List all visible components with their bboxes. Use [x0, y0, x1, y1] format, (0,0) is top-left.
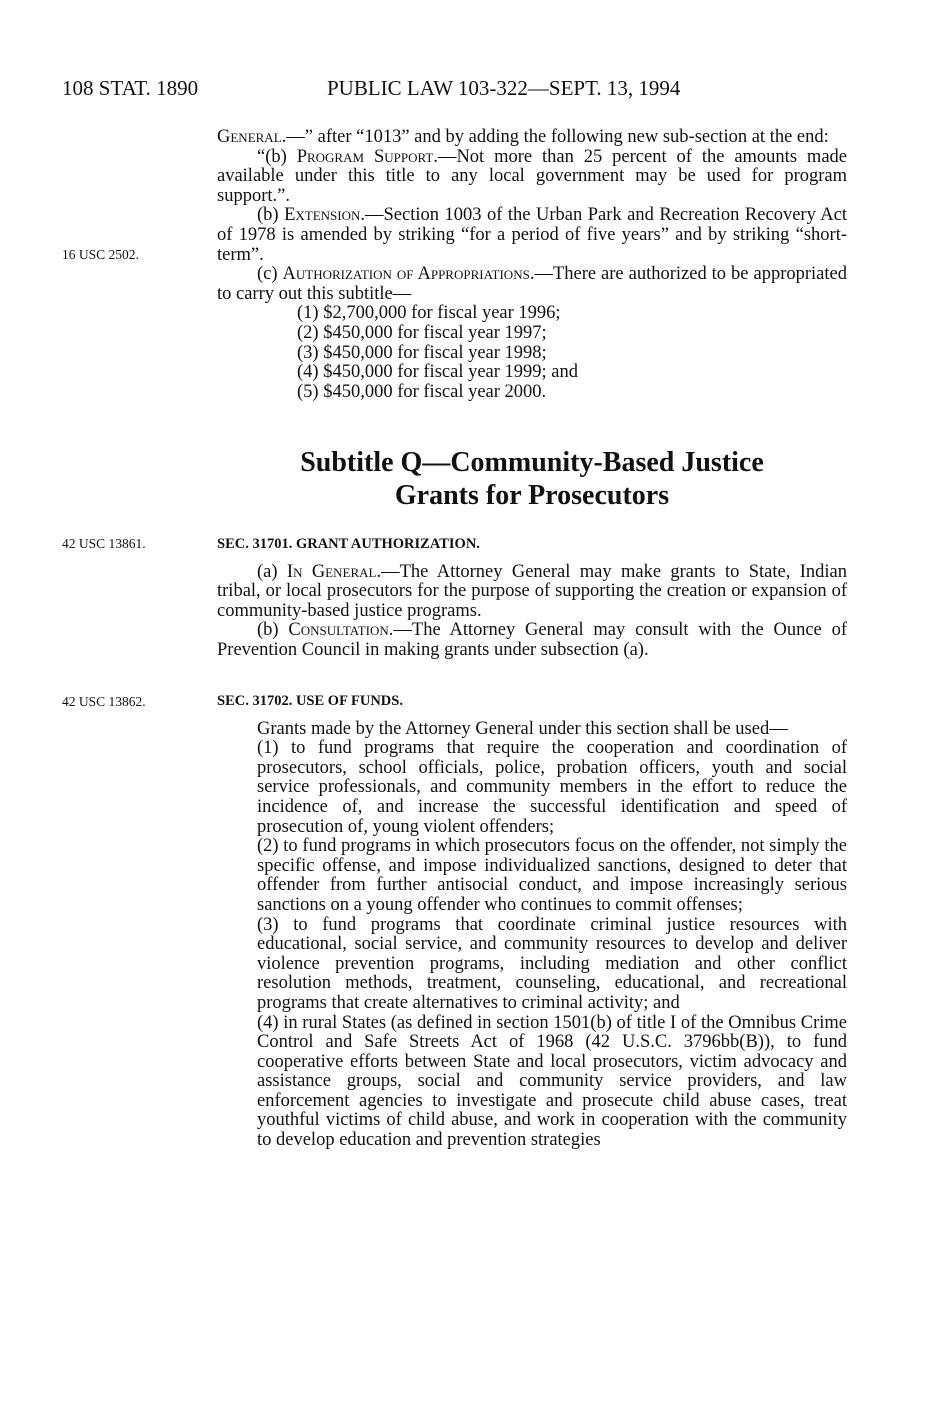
in-general-paragraph: (a) In General.—The Attorney General may make grants to State, Indian tribal, or local prosecutors for the purpose of supporting the creation or expansion of community-based justice programs.: [217, 561, 847, 621]
list-item: (4) $450,000 for fiscal year 1999; and: [297, 362, 579, 383]
list-item: (3) $450,000 for fiscal year 1998;: [297, 342, 547, 363]
subtitle-heading: Subtitle Q—Community-Based Justice Grants for Prosecutors: [300, 447, 764, 511]
public-law-citation: PUBLIC LAW 103-322—SEPT. 13, 1994: [327, 76, 681, 100]
margin-note: 42 USC 13861.: [62, 536, 146, 551]
extension-paragraph: (b) Extension.—Section 1003 of the Urban Park and Recreation Recovery Act of 1978 is amended by striking “for a period of five years” and by striking “short-term”.: [217, 205, 847, 265]
section-heading: SEC. 31702. USE OF FUNDS.: [217, 693, 403, 709]
section-heading: SEC. 31701. GRANT AUTHORIZATION.: [217, 536, 480, 552]
authorization-paragraph: (c) Authorization of Appropriations.—There are authorized to be appropriated to carry out this subtitle—: [217, 264, 847, 304]
stat-citation: 108 STAT. 1890: [62, 76, 199, 100]
funds-item: (1) to fund programs that require the cooperation and coordination of prosecutors, school officials, police, probation officers, youth and social service professionals, and community members in the effort to reduce the incidence of, and increase the successful identification and speed of prosecution of, young violent offenders;: [257, 738, 847, 837]
continuation-line: General.—” after “1013” and by adding the following new sub-section at the end:: [217, 127, 829, 147]
section-31702: [217, 692, 847, 1151]
list-item: (2) $450,000 for fiscal year 1997;: [297, 322, 547, 343]
funds-item: (3) to fund programs that coordinate criminal justice resources with educational, social service, and community resources to develop and deliver violence prevention programs, including mediation and other conflict resolution methods, treatment, counseling, educational, and recreational programs that create alternatives to criminal activity; and: [257, 914, 847, 1013]
consultation-paragraph: (b) Consultation.—The Attorney General may consult with the Ounce of Prevention Council in making grants under subsection (a).: [217, 620, 847, 660]
program-support-paragraph: “(b) Program Support.—Not more than 25 percent of the amounts made available under this title to any local government may be used for program support.”.: [217, 146, 847, 206]
list-item: (1) $2,700,000 for fiscal year 1996;: [297, 303, 561, 324]
appropriations-list: [217, 304, 847, 402]
section-31701: [217, 535, 847, 661]
funds-item: (2) to fund programs in which prosecutors focus on the offender, not simply the specific offense, and impose individualized sanctions, designed to deter that offender from further antisocial conduct, and impose increasingly serious sanctions on a young offender who continues to commit offenses;: [257, 836, 847, 915]
list-item: (5) $450,000 for fiscal year 2000.: [297, 381, 547, 402]
margin-note: 16 USC 2502.: [62, 247, 139, 262]
continuation-block: [217, 128, 847, 402]
funds-item: (4) in rural States (as defined in section 1501(b) of title I of the Omnibus Crime Control and Safe Streets Act of 1968 (42 U.S.C. 3796bb(B)), to fund cooperative efforts between State and local prosecutors, victim advocacy and assistance groups, social and community service providers, and law enforcement agencies to investigate and prosecute child abuse cases, treat youthful victims of child abuse, and work in cooperation with the community to develop education and prevention strategies: [257, 1012, 847, 1151]
margin-note: 42 USC 13862.: [62, 694, 146, 709]
use-of-funds-intro: Grants made by the Attorney General under this section shall be used—: [257, 718, 788, 739]
